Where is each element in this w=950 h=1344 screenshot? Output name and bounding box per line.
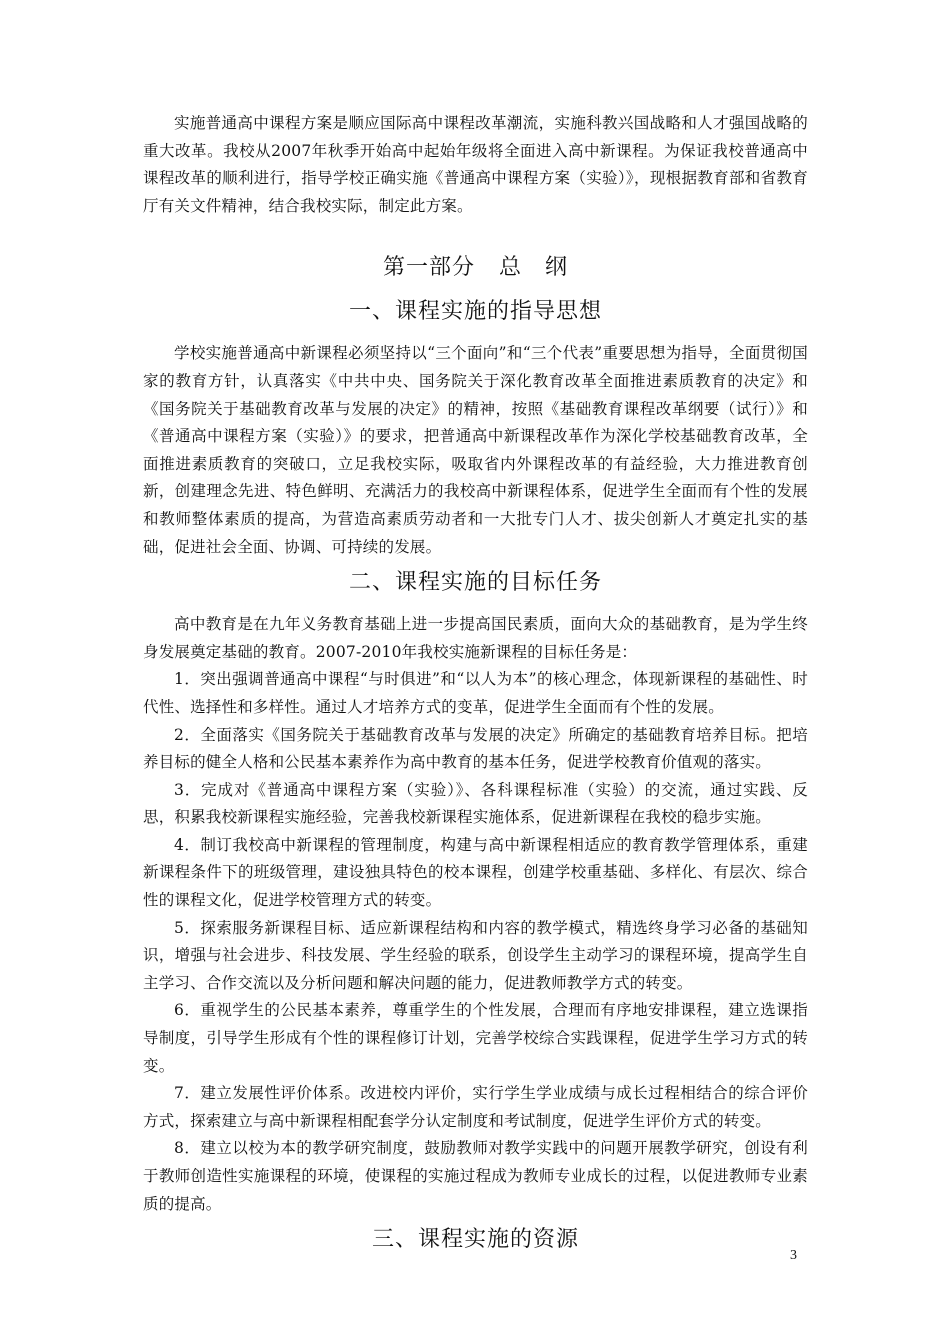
task-item-5: 5．探索服务新课程目标、适应新课程结构和内容的教学模式，精选终身学习必备的基础知识，增强与社会进步、科技发展、学生经验的联系，创设学生主动学习的课程环境，提高学生自主学习、合作交流以及分析问题和解决问题的能力，促进教师教学方式的转变。 [143, 918, 808, 992]
page-number: 3 [790, 1248, 797, 1263]
section-title-3: 三、课程实施的资源 [371, 1227, 579, 1253]
part-name: 总 纲 [499, 255, 569, 281]
section-2-intro: 高中教育是在九年义务教育基础上进一步提高国民素质，面向大众的基础教育，是为学生终身发展奠定基础的教育。2007-2010年我校实施新课程的目标任务是： [143, 615, 808, 661]
task-item-1: 1．突出强调普通高中课程“与时俱进”和“以人为本”的核心理念，体现新课程的基础性、时代性、选择性和多样性。通过人才培养方式的变革，促进学生全面而有个性的发展。 [143, 670, 808, 716]
section-title-2: 二、课程实施的目标任务 [348, 570, 602, 596]
task-item-2: 2．全面落实《国务院关于基础教育改革与发展的决定》所确定的基础教育培养目标。把培养目标的健全人格和公民基本素养作为高中教育的基本任务，促进学校教育价值观的落实。 [143, 725, 808, 772]
section-1-paragraph: 学校实施普通高中新课程必须坚持以“三个面向”和“三个代表”重要思想为指导，全面贯彻国家的教育方针，认真落实《中共中央、国务院关于深化教育改革全面推进素质教育的决定》和《国务院关于基础教育改革与发展的决定》的精神，按照《基础教育课程改革纲要（试行）》和《普通高中课程方案（实验）》的要求，把普通高中新课程改革作为深化学校基础教育改革，全面推进素质教育的突破口，立足我校实际，吸取省内外课程改革的有益经验，大力推进教育创新，创建理念先进、特色鲜明、充满活力的我校高中新课程体系，促进学生全面而有个性的发展和教师整体素质的提高，为营造高素质劳动者和一大批专门人才、拔尖创新人才奠定扎实的基础，促进社会全面、协调、可持续的发展。 [143, 344, 808, 556]
part-title [143, 246, 808, 290]
intro-paragraph: 实施普通高中课程方案是顺应国际高中课程改革潮流，实施科教兴国战略和人才强国战略的重大改革。我校从2007年秋季开始高中起始年级将全面进入高中新课程。为保证我校普通高中课程改革的顺利进行，指导学校正确实施《普通高中课程方案（实验）》，现根据教育部和省教育厅有关文件精神，结合我校实际，制定此方案。 [143, 114, 808, 215]
task-item-6: 6．重视学生的公民基本素养，尊重学生的个性发展，合理而有序地安排课程，建立选课指导制度，引导学生形成有个性的课程修订计划，完善学校综合实践课程，促进学生学习方式的转变。 [143, 1001, 808, 1075]
section-title-1: 一、课程实施的指导思想 [348, 299, 602, 325]
document-body [143, 110, 808, 1262]
task-item-4: 4．制订我校高中新课程的管理制度，构建与高中新课程相适应的教育教学管理体系，重建新课程条件下的班级管理，建设独具特色的校本课程，创建学校重基础、多样化、有层次、综合性的课程文化，促进学校管理方式的转变。 [143, 835, 808, 910]
part-label: 第一部分 [382, 255, 475, 281]
task-item-7: 7．建立发展性评价体系。改进校内评价，实行学生学业成绩与成长过程相结合的综合评价方式，探索建立与高中新课程相配套学分认定制度和考试制度，促进学生评价方式的转变。 [143, 1084, 808, 1130]
task-item-8: 8．建立以校为本的教学研究制度，鼓励教师对教学实践中的问题开展教学研究，创设有利于教师创造性实施课程的环境，使课程的实施过程成为教师专业成长的过程，以促进教师专业素质的提高。 [143, 1139, 808, 1213]
task-item-3: 3．完成对《普通高中课程方案（实验）》、各科课程标准（实验）的交流，通过实践、反思，积累我校新课程实施经验，完善我校新课程实施体系，促进新课程在我校的稳步实施。 [143, 780, 808, 827]
